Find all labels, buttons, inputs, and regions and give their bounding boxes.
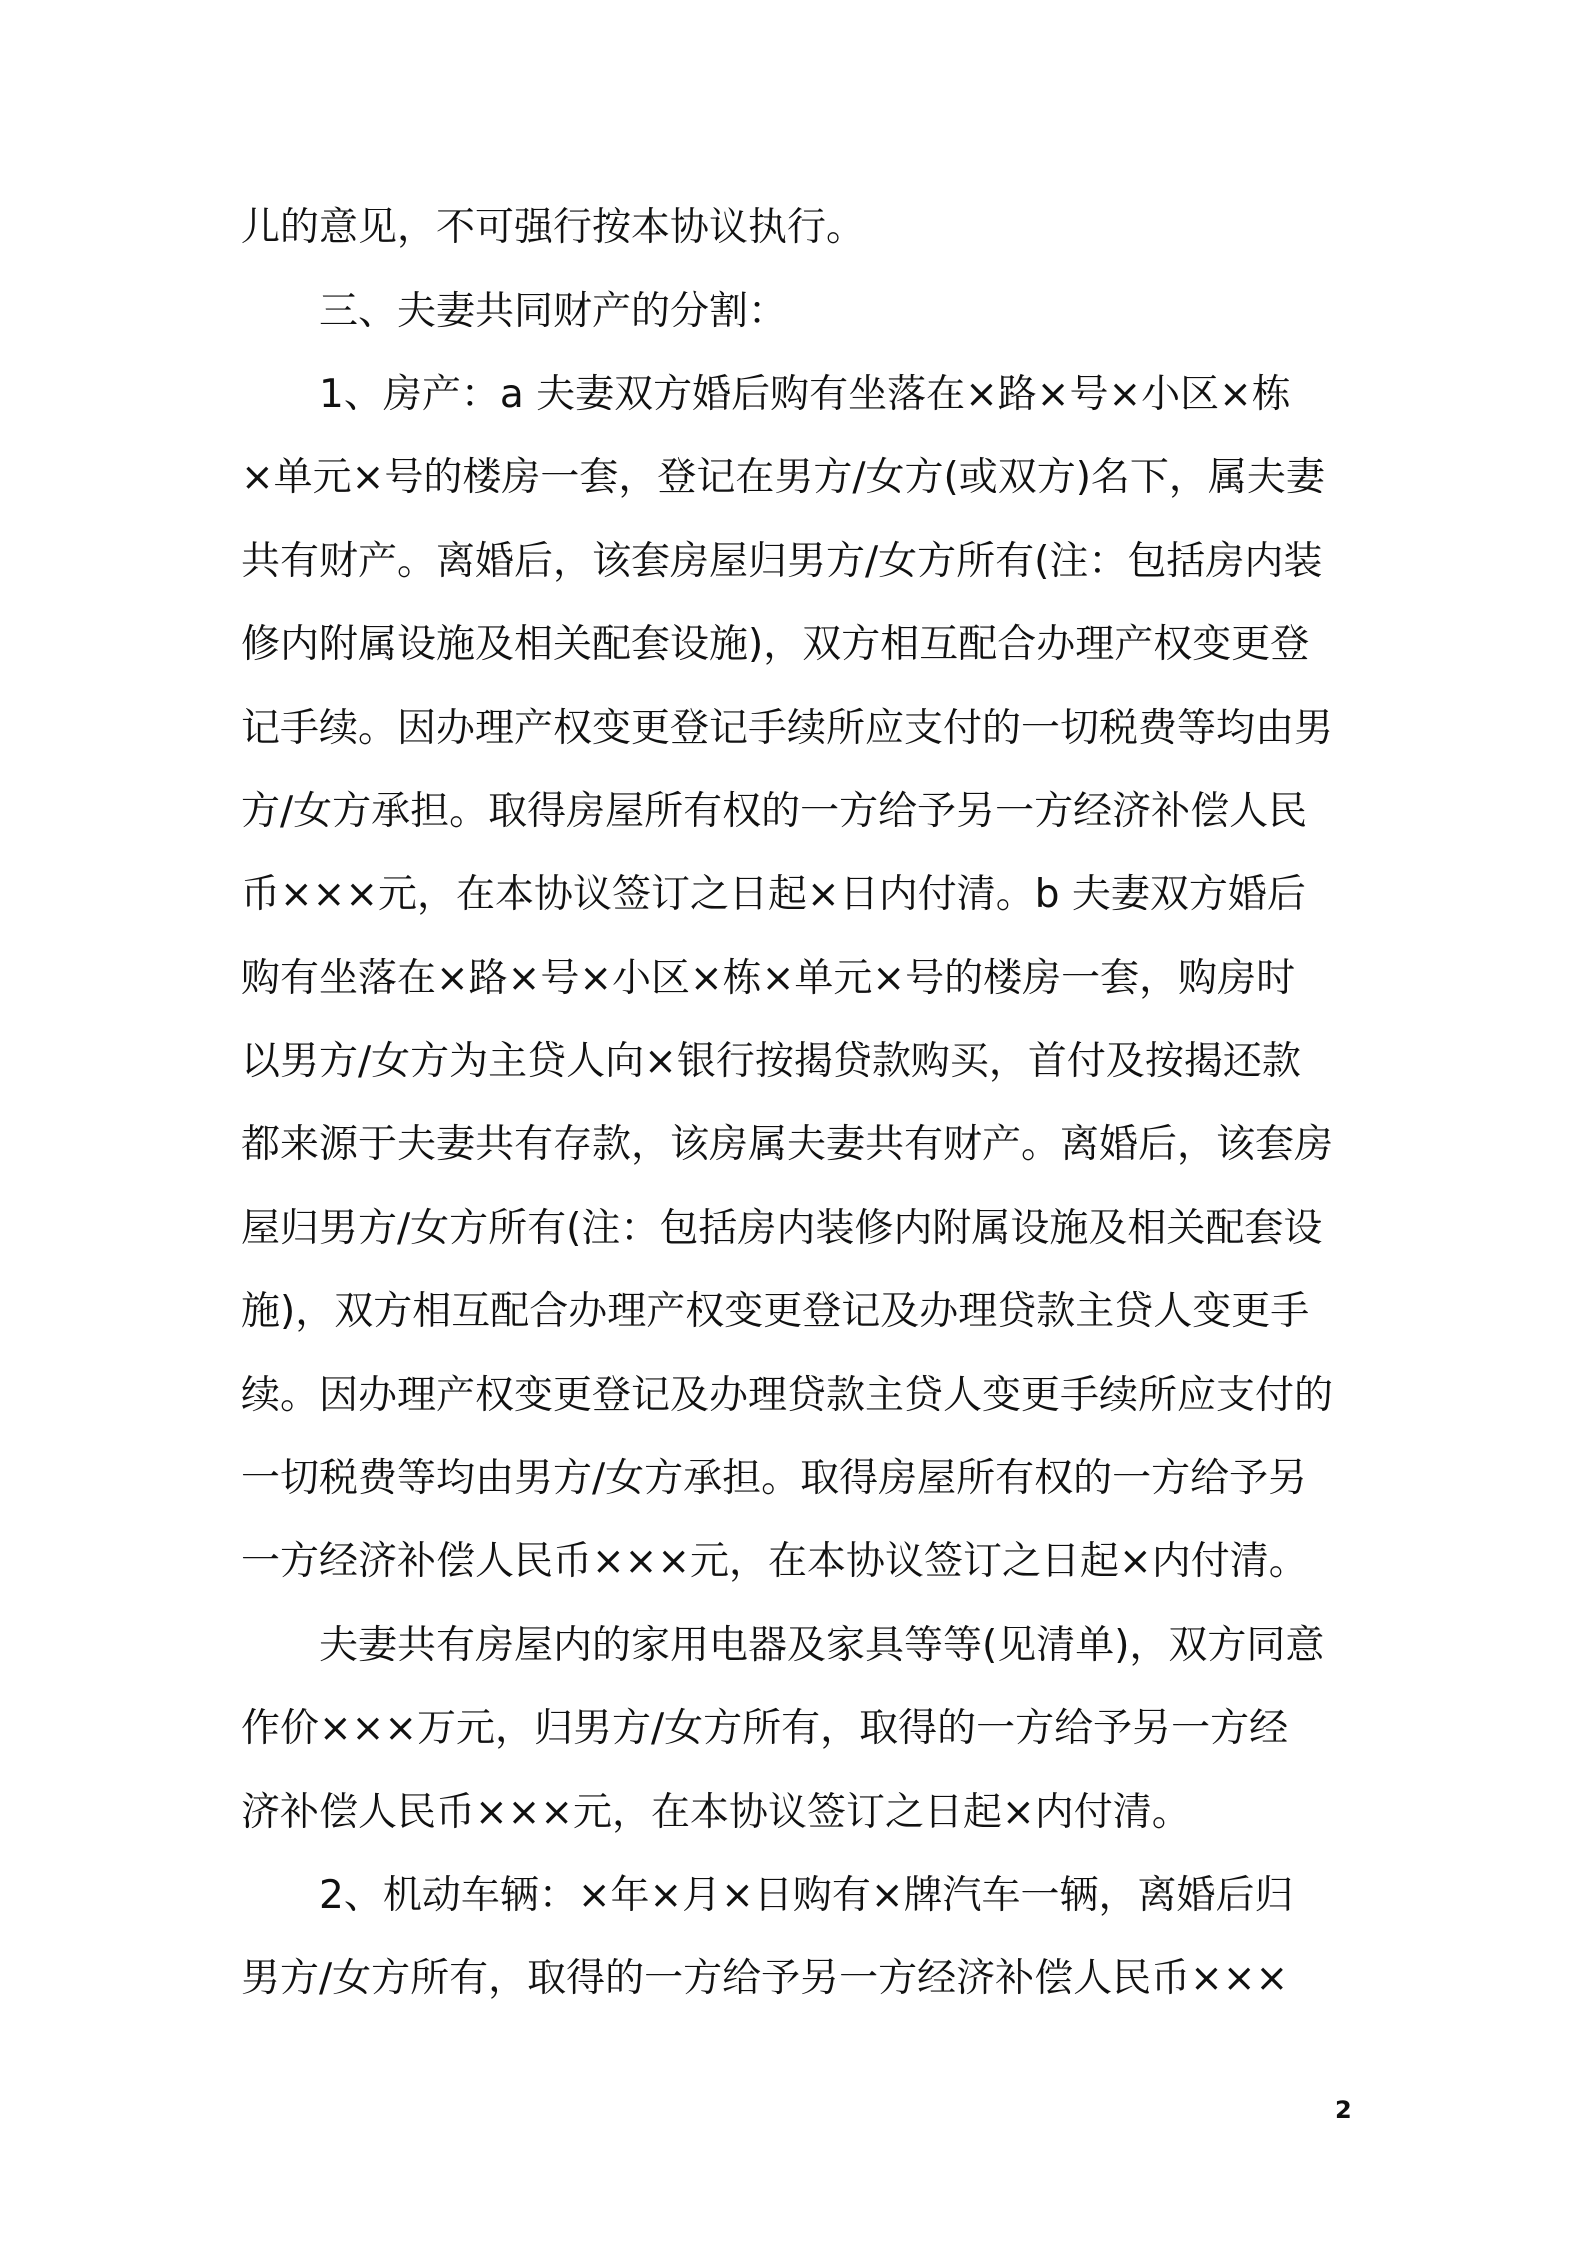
page-number: 2	[1335, 2096, 1352, 2124]
text-line: 男方/女方所有，取得的一方给予另一方经济补偿人民币×××	[241, 1956, 1289, 2001]
text-line: 方/女方承担。取得房屋所有权的一方给予另一方经济补偿人民	[241, 789, 1308, 834]
text-line: 以男方/女方为主贷人向×银行按揭贷款购买，首付及按揭还款	[241, 1039, 1301, 1084]
section-heading: 三、夫妻共同财产的分割：	[319, 289, 788, 334]
text-line: 济补偿人民币×××元，在本协议签订之日起×内付清。	[241, 1790, 1191, 1835]
text-line: 儿的意见，不可强行按本协议执行。	[241, 205, 866, 250]
text-line: 币×××元，在本协议签订之日起×日内付清。b 夫妻双方婚后	[241, 872, 1306, 917]
text-line: 施)，双方相互配合办理产权变更登记及办理贷款主贷人变更手	[241, 1289, 1310, 1334]
text-line: 1、房产：a 夫妻双方婚后购有坐落在×路×号×小区×栋	[319, 372, 1291, 417]
text-line: 作价×××万元，归男方/女方所有，取得的一方给予另一方经	[241, 1706, 1289, 1751]
text-line: 屋归男方/女方所有(注：包括房内装修内附属设施及相关配套设	[241, 1206, 1323, 1251]
text-line: 一切税费等均由男方/女方承担。取得房屋所有权的一方给予另	[241, 1456, 1308, 1501]
text-line: 记手续。因办理产权变更登记手续所应支付的一切税费等均由男	[241, 706, 1334, 751]
text-line: 修内附属设施及相关配套设施)，双方相互配合办理产权变更登	[241, 622, 1310, 667]
text-line: 2、机动车辆：×年×月×日购有×牌汽车一辆，离婚后归	[319, 1873, 1294, 1918]
text-line: 都来源于夫妻共有存款，该房属夫妻共有财产。离婚后，该套房	[241, 1122, 1334, 1167]
text-line: 共有财产。离婚后，该套房屋归男方/女方所有(注：包括房内装	[241, 539, 1323, 584]
text-line: 一方经济补偿人民币×××元，在本协议签订之日起×内付清。	[241, 1539, 1308, 1584]
text-line: 续。因办理产权变更登记及办理贷款主贷人变更手续所应支付的	[241, 1373, 1334, 1418]
text-line: 夫妻共有房屋内的家用电器及家具等等(见清单)，双方同意	[319, 1623, 1325, 1668]
text-line: ×单元×号的楼房一套，登记在男方/女方(或双方)名下，属夫妻	[241, 455, 1325, 500]
text-line: 购有坐落在×路×号×小区×栋×单元×号的楼房一套，购房时	[241, 956, 1296, 1001]
